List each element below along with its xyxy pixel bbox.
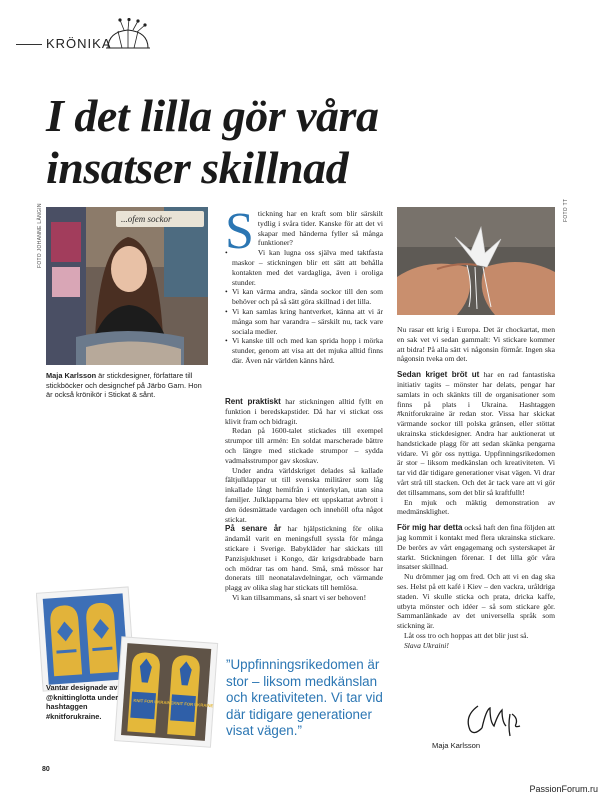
section-rule bbox=[16, 44, 42, 45]
column-2-body bbox=[225, 397, 383, 603]
intro-text: tickning har en kraft som blir särskilt tydlig i svåra tider. Kanske för att det vi skapar med händerna fyller så många funktioner? bbox=[257, 209, 383, 248]
hands-photo bbox=[397, 207, 555, 315]
paragraph: Nu rasar ett krig i Europa. Det är chockartat, men en sak vet vi sedan gammalt: Vi stickare kommer att bidra! På alla sätt vi någonsin förmår. Ingen ska någonsin tveka om det. bbox=[397, 325, 555, 364]
author-caption-text: är stickdesigner, författare till stickböcker och designchef på Järbo Garn. Hon är också krönikör i Stickat & sånt. bbox=[46, 371, 202, 400]
pincushion-icon bbox=[104, 18, 152, 52]
page-number: 80 bbox=[42, 766, 50, 773]
mitten-text: KNIT FOR UKRAINE bbox=[133, 697, 174, 706]
paragraph: En mjuk och mäktig demonstration av medmänsklighet. bbox=[397, 497, 555, 517]
bullet-item: • Vi kan lugna oss själva med taktfasta maskor – stickningen blir ett sätt att behålla kontakten med det vardagliga, även i oroliga stunder. bbox=[225, 248, 383, 287]
signature-name: Maja Karlsson bbox=[432, 741, 481, 750]
closing-italic: Slava Ukraini! bbox=[404, 640, 449, 650]
paragraph: Vi kan tillsammans, så snart vi ser behoven! bbox=[232, 592, 367, 602]
mitten-text: KNIT FOR UKRAINE bbox=[173, 700, 214, 709]
paragraph: Låt oss tro och hoppas att det blir just så. bbox=[404, 630, 529, 640]
paragraph-lead: På senare år bbox=[225, 524, 282, 534]
paragraph: Under andra världskriget delades så kallade fältjulklappar ut till svenska militärer som låg inkallade långt hemifrån i vinterkylan, utan sina familjer. Julklapparna blev ett uppskattat avbrott i den ödesmättade vardagen och innehöll ofta något stickat. bbox=[225, 465, 383, 524]
dropcap: S bbox=[225, 203, 254, 260]
paragraph bbox=[225, 524, 383, 593]
paragraph-lead: Rent praktiskt bbox=[225, 397, 281, 406]
section-label: KRÖNIKA bbox=[46, 36, 112, 51]
paragraph-lead: För mig har detta bbox=[397, 523, 463, 533]
photo-credit-hands: FOTO TT bbox=[563, 198, 569, 222]
paragraph bbox=[397, 370, 555, 497]
paragraph-lead: Sedan kriget bröt ut bbox=[397, 370, 480, 380]
paragraph bbox=[225, 397, 383, 426]
author-photo bbox=[46, 207, 208, 365]
paragraph: Nu drömmer jag om fred. Och att vi en dag ska ses. Helst på ett kafé i Kiev – den vackra, uråldriga staden. Vi skulle sticka och prata, dricka kaffe, utbyta mönster och idéer – så som stickare gör. Sammanlänkade av det universella språk som stickning är. bbox=[397, 572, 555, 631]
pull-quote: ”Uppfinningsrikedomen är stor – liksom medkänslan och kreativiteten. Vi tar vid där tidigare generationer visat vägen.” bbox=[226, 657, 383, 738]
headline bbox=[46, 90, 566, 194]
author-caption-name: Maja Karlsson bbox=[46, 371, 97, 380]
paragraph-text: också haft den fina följden att jag kommit i kontakt med flera ukrainska stickare. De berörs av vårt engagemang och systerskapet är starkt. Stickningen förenar. I det lilla gör våra insatser skillnad. bbox=[397, 523, 556, 572]
author-caption bbox=[46, 371, 206, 400]
mittens-caption: Vantar designade av @knittinglotta under hashtaggen #knitforukraine. bbox=[46, 683, 119, 721]
paragraph-text: har hjälpstickning för olika ändamål varit en meningsfull syssla för många stickare i Sverige. Babykläder har skickats till Panzisjukhuset i Kongo, där krigsdrabbade barn och mödrar tas om hand. Små, små mössor har donerats till neonatalavdelningar, och värmande plagg av olika slag har stickats till hemlösa. bbox=[225, 524, 384, 593]
paragraph: Redan på 1600-talet stickades till exempel strumpor till armén: En soldat marscherade bättre och längre med stickade strumpor – sydda vadmalsstrumpor gav skoskav. bbox=[225, 426, 383, 465]
shop-sign-text: ...ofem sockor bbox=[121, 214, 172, 224]
paragraph-text: har stickningen alltid fyllt en funktion i beredskapstider. Då har vi stickat oss klivit fram och bidragit. bbox=[225, 397, 383, 426]
watermark: PassionForum.ru bbox=[529, 784, 598, 794]
bullet-item: • Vi kan värma andra, sända sockor till den som behöver och på så sätt göra skillnad i det lilla. bbox=[225, 287, 383, 307]
paragraph-text: har en rad fantastiska initiativ tagits – mönster har delats, pengar har samlats in och skänkts till de organisationer som finns på plats i Ukraina. Hashtaggen #knitforukraine är redan stor. Vissa har skickat värmande sockor till polska gränsen, eller stöttat ukrainska stickdesigner. Andra har auktionerat ut handstickade plagg för att sedan skänka pengarna vidare. Vi gör oss nyttiga. Uppfinningsrikedomen är stor – liksom medkänslan och kreativiteten. Vi tar vid där tidigare generationer visat vägen. Vi drar vårt strå till stacken. Och det är tack vare att vi gör det tillsammans, som det blir så kraftfullt! bbox=[397, 370, 555, 497]
headline-line-2: insatser skillnad bbox=[46, 142, 349, 193]
paragraph bbox=[397, 641, 555, 651]
photo-credit-author: FOTO JOHANNE LÄNGIN bbox=[37, 203, 43, 268]
headline-line-1: I det lilla gör våra bbox=[46, 90, 379, 141]
bullet-item: • Vi kanske till och med kan sprida hopp i mörka stunder, genom att visa att det mjuka alltid finns där. Även när världen känns hård. bbox=[225, 336, 383, 365]
mittens-photo bbox=[36, 584, 220, 752]
column-3-body bbox=[397, 325, 555, 651]
intro-bullets bbox=[225, 248, 383, 366]
bullet-item: • Vi kan samlas kring hantverket, känna att vi är många som har varandra – särskilt nu, tack vare sociala medier. bbox=[225, 307, 383, 336]
intro-block bbox=[225, 203, 383, 366]
paragraph bbox=[397, 523, 555, 572]
signature-image bbox=[460, 700, 540, 740]
